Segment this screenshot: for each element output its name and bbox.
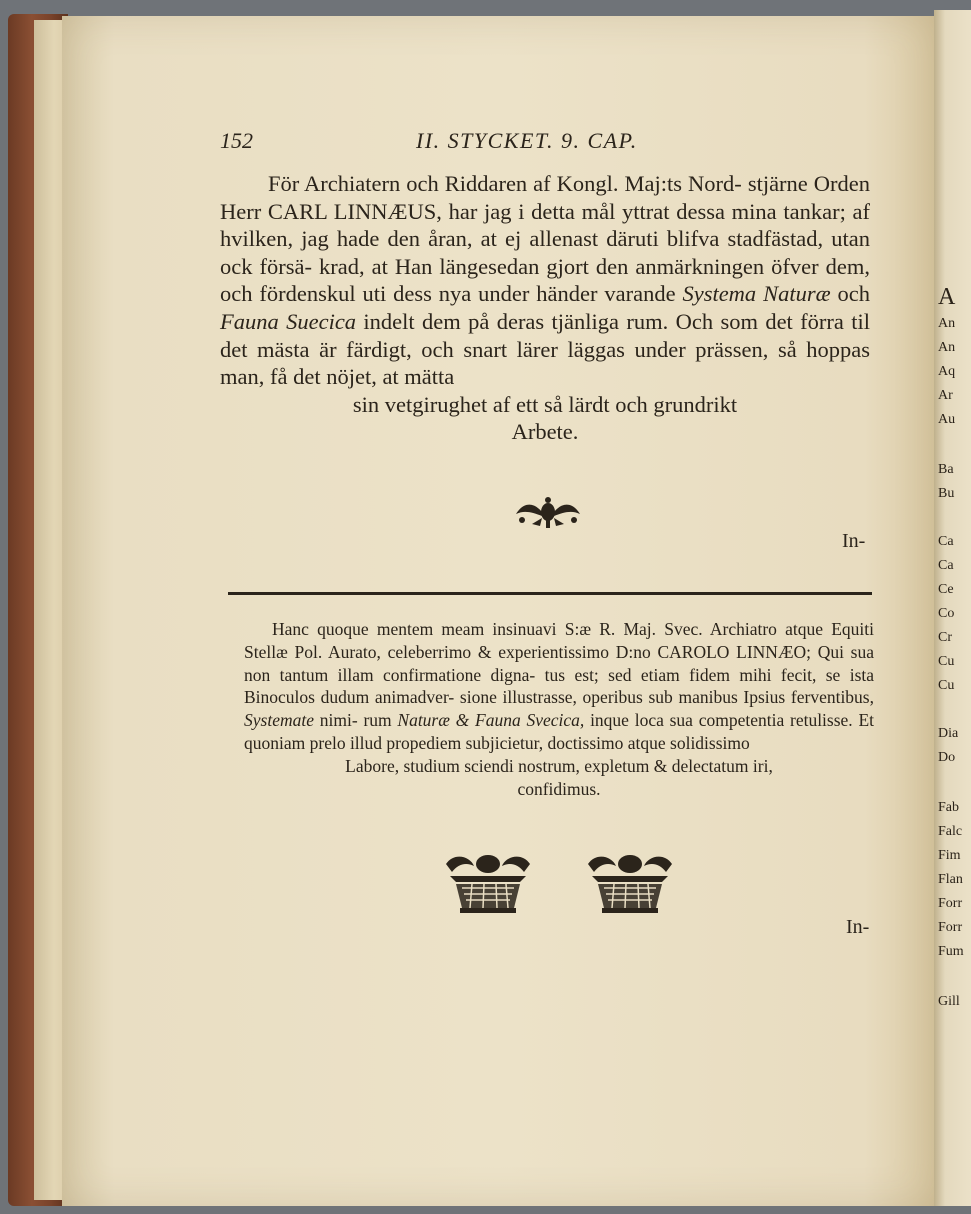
footnote-rule	[228, 592, 872, 595]
main-line: Arbete.	[511, 419, 579, 445]
next-page-text: Cr	[938, 630, 952, 645]
main-paragraph	[220, 170, 870, 391]
next-page-text: Gill	[938, 994, 960, 1009]
footnote-block	[244, 618, 874, 800]
footnote-line: atque Equiti Stellæ Pol. Aurato, celeberrimo & experientissimo D:no	[244, 619, 874, 662]
next-page-text: Falc	[938, 824, 963, 839]
footnote-line: tus est; sed etiam fidem mihi fecit, se ista Binoculos dudum animadver-	[244, 664, 875, 708]
main-line: åran, at ej allenast däruti blifva stadfästad, utan ock försä-	[220, 226, 870, 279]
footnote-line: confidimus.	[517, 778, 601, 799]
next-page-text: Dia	[938, 726, 959, 741]
basket-ornament-right	[582, 852, 678, 914]
next-page-fragment	[934, 10, 971, 1206]
catchword: In-	[846, 916, 870, 938]
main-italic: Naturæ	[763, 281, 831, 307]
next-page-text: Do	[938, 750, 956, 765]
next-page-text: Ce	[938, 582, 954, 597]
footnote-italic: Naturæ & Fauna Svecica,	[397, 710, 585, 731]
footnote-line: inque loca sua competentia retulisse. Et	[584, 710, 874, 731]
main-line: och	[830, 281, 870, 307]
floral-ornament-small	[512, 494, 584, 530]
main-line: Och som det förra til det mästa är färdigt, och snart lärer	[220, 308, 870, 362]
main-italic: Fauna Suecica	[220, 308, 357, 334]
footnote-line: quoniam prelo illud propediem subjicietur, doctissimo atque solidissimo	[244, 732, 750, 753]
next-page-text: Ca	[938, 534, 954, 549]
next-page-text: Ca	[938, 558, 954, 573]
catchword: In-	[842, 530, 866, 552]
footnote-paragraph	[244, 618, 874, 755]
next-page-text: Fum	[938, 944, 964, 959]
page-header	[220, 128, 870, 158]
main-line: mål yttrat dessa mina tankar; af hvilken, jag hade den	[220, 198, 870, 252]
main-line: krad, at Han längesedan gjort den anmärkningen öfver dem,	[319, 253, 870, 279]
main-line: och fördenskul uti dess nya under händer varande	[220, 281, 683, 307]
next-page-text: Cu	[938, 678, 955, 693]
next-page-text: Aq	[938, 364, 956, 379]
next-page-text: Bu	[938, 486, 955, 501]
footnote-line: rum	[363, 710, 398, 731]
next-page-text: Co	[938, 606, 955, 621]
next-page-text: Au	[938, 412, 956, 427]
main-line: sin vetgirughet af ett så lärdt och grundrikt	[352, 391, 738, 417]
footnote-italic: Systemate	[244, 710, 314, 731]
page-number: 152	[220, 128, 253, 153]
footnote-line: Labore, studium sciendi nostrum, expletum & delectatum iri,	[345, 755, 773, 776]
next-page-text: Ar	[938, 388, 953, 403]
next-page-text: A	[938, 284, 956, 310]
next-page-text: An	[938, 340, 956, 355]
main-text-block	[220, 170, 870, 446]
main-line: stjärne Orden Herr CARL LINNÆUS, har jag i detta	[220, 171, 871, 224]
footnote-line: CAROLO LINNÆO; Qui sua non tantum illam confirmatione digna-	[244, 641, 875, 685]
next-page-text: Forr	[938, 896, 963, 911]
main-italic: Systema	[682, 281, 757, 307]
next-page-text: Cu	[938, 654, 955, 669]
footnote-line: nimi-	[313, 710, 358, 731]
footnote-line: Hanc quoque mentem meam insinuavi S:æ R. Maj. Svec. Archiatro	[272, 619, 777, 639]
next-page-text: An	[938, 316, 956, 331]
main-line: För Archiatern och Riddaren af Kongl. Maj:ts Nord-	[268, 171, 742, 196]
running-head: II. STYCKET. 9. CAP.	[416, 128, 638, 153]
next-page-text: Ba	[938, 462, 954, 477]
basket-ornament-left	[440, 852, 536, 914]
next-page-text: Flan	[938, 872, 963, 887]
footnote-line: sione illustrasse, operibus sub manibus Ipsius ferventibus,	[459, 687, 874, 708]
next-page-text: Forr	[938, 920, 963, 935]
main-line: indelt dem på deras tjänliga rum.	[356, 308, 669, 334]
next-page-text: Fab	[938, 800, 959, 815]
main-line: läggas under prässen, så hoppas man, få det nöjet, at mätta	[220, 336, 871, 390]
next-page-text: Fim	[938, 848, 961, 863]
